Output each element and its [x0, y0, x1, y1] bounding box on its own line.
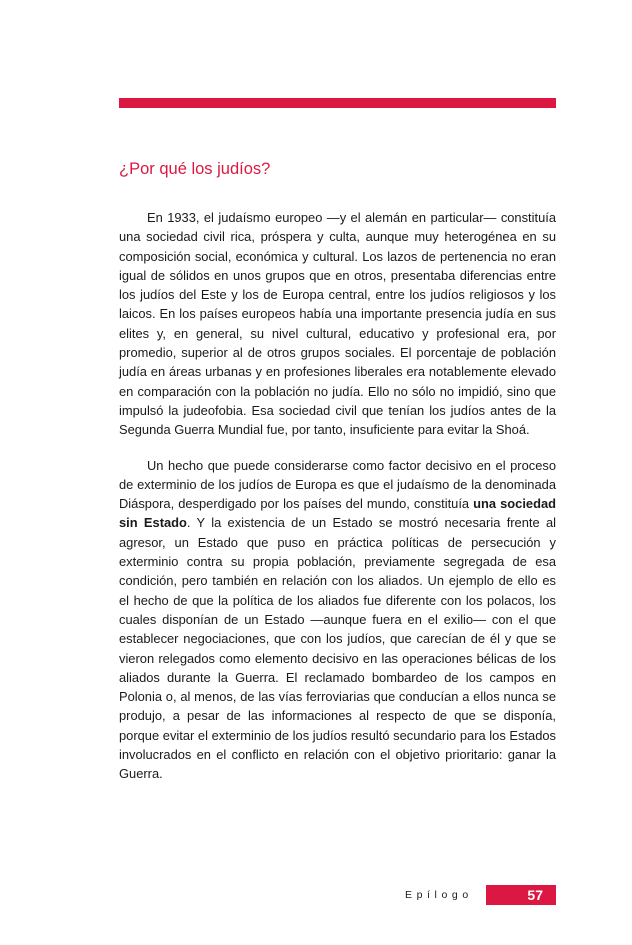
paragraph-1: En 1933, el judaísmo europeo —y el alemán en particular— constituía una sociedad civil rica, próspera y culta, aunque muy heterogénea en su composición social, económica y cultural. Los lazos de pertenencia no eran igual de sólidos en unos grupos que en otros, presentaba diferencias entre los judíos del Este y los de Europa central, entre los judíos religiosos y los laicos. En los países europeos había una importante presencia judía en sus elites y, en general, su nivel cultural, educativo y profesional era, por promedio, superior al de otros grupos sociales. El porcentaje de población judía en áreas urbanas y en profesiones liberales era notablemente elevado en comparación con la población no judía. Ello no sólo no impidió, sino que impulsó la judeofobia. Esa sociedad civil que tenían los judíos antes de la Segunda Guerra Mundial fue, por tanto, insuficiente para evitar la Shoá. — [119, 210, 556, 438]
paragraph-2-end: . Y la existencia de un Estado se mostró necesaria frente al agresor, un Estado que puso en práctica políticas de persecución y exterminio contra su propia población, previamente segregada de esa condición, pero también en relación con los aliados. Un ejemplo de ello es el hecho de que la política de los aliados fue diferente con los polacos, los cuales disponían de un Estado —aunque fuera en el exilio— con el que establecer negociaciones, que con los judíos, que carecían de él y que se vieron relegados como elemento decisivo en las operaciones bélicas de los aliados durante la Guerra. El reclamado bombardeo de los campos en Polonia o, al menos, de las vías ferroviarias que conducían a ellos nunca se produjo, a pesar de las informaciones al respecto de que se disponía, porque evitar el exterminio de los judíos resultó secundario para los Estados involucrados en el conflicto en relación con el objetivo prioritario: ganar la Guerra. — [119, 515, 556, 782]
footer-section-label: Epílogo — [405, 889, 473, 901]
section-heading: ¿Por qué los judíos? — [119, 160, 271, 178]
top-accent-bar — [119, 98, 556, 108]
body-text — [119, 208, 556, 800]
page-number-badge — [486, 885, 556, 905]
paragraph-2 — [119, 456, 556, 784]
paragraph-2-start: Un hecho que puede considerarse como factor decisivo en el proceso de exterminio de los judíos de Europa es que el judaísmo de la denominada Diáspora, desperdigado por los países del mundo, constituía — [119, 457, 556, 512]
page-number: 57 — [527, 887, 543, 903]
paragraph-2-emphasis: una sociedad sin Estado — [119, 496, 556, 531]
